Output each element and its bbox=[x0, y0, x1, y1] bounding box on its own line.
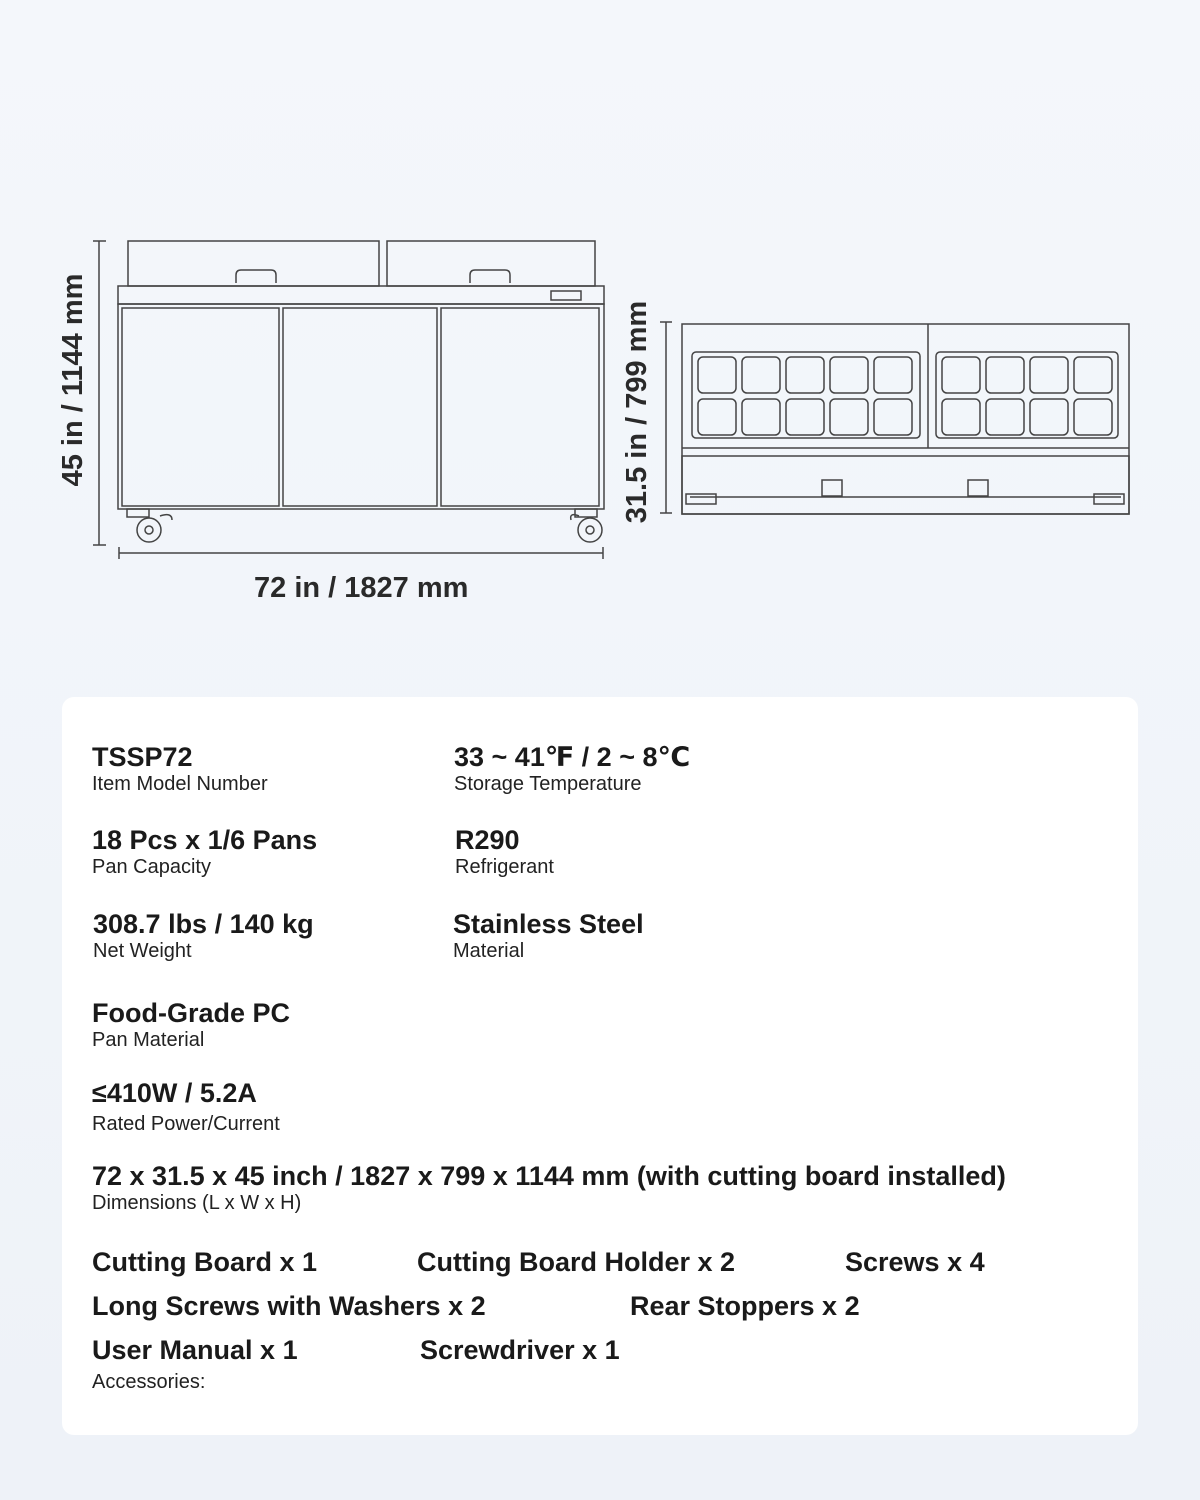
spec-value: ≤410W / 5.2A bbox=[92, 1078, 257, 1108]
spec-pan-capacity bbox=[92, 825, 317, 879]
spec-label: Dimensions (L x W x H) bbox=[92, 1192, 302, 1214]
spec-value: Stainless Steel bbox=[453, 909, 644, 939]
accessory-item: Cutting Board x 1 bbox=[92, 1247, 318, 1277]
spec-value: TSSP72 bbox=[92, 742, 193, 772]
spec-value: 308.7 lbs / 140 kg bbox=[93, 909, 314, 939]
spec-value: Food-Grade PC bbox=[92, 998, 291, 1028]
spec-label: Refrigerant bbox=[455, 856, 554, 878]
height-dimension-label: 45 in / 1144 mm bbox=[57, 273, 89, 487]
pan-cell bbox=[1074, 399, 1112, 435]
pan-cell bbox=[786, 399, 824, 435]
pan-cell bbox=[1030, 399, 1068, 435]
accessory-item: Cutting Board Holder x 2 bbox=[417, 1247, 736, 1277]
spec-value: 18 Pcs x 1/6 Pans bbox=[92, 825, 318, 855]
dimension-drawing bbox=[0, 0, 1200, 660]
accessory-item: Screwdriver x 1 bbox=[420, 1335, 620, 1365]
spec-dimensions bbox=[92, 1161, 1006, 1215]
spec-model bbox=[92, 742, 268, 796]
spec-label: Storage Temperature bbox=[454, 773, 642, 795]
spec-label: Net Weight bbox=[93, 940, 192, 962]
accessory-item: Long Screws with Washers x 2 bbox=[92, 1291, 486, 1321]
left-caster bbox=[127, 509, 172, 542]
pan-cell bbox=[786, 357, 824, 393]
accessory-item: User Manual x 1 bbox=[92, 1335, 298, 1365]
accessory-item: Screws x 4 bbox=[845, 1247, 985, 1277]
pan-cell bbox=[986, 399, 1024, 435]
spec-temperature bbox=[454, 742, 690, 796]
width-dimension-line bbox=[119, 547, 603, 559]
dimension-diagram bbox=[0, 0, 1200, 660]
pan-cell bbox=[874, 357, 912, 393]
depth-dimension-line bbox=[660, 322, 672, 513]
spec-rated-power bbox=[92, 1078, 280, 1136]
pan-cell bbox=[698, 357, 736, 393]
depth-dimension-label: 31.5 in / 799 mm bbox=[621, 300, 653, 524]
pan-cell bbox=[698, 399, 736, 435]
height-dimension-line bbox=[93, 241, 106, 545]
pan-cell bbox=[986, 357, 1024, 393]
spec-value: 33 ~ 41℉ / 2 ~ 8℃ bbox=[454, 742, 691, 772]
accessory-item: Rear Stoppers x 2 bbox=[630, 1291, 860, 1321]
spec-net-weight bbox=[93, 909, 314, 963]
spec-label: Rated Power/Current bbox=[92, 1113, 280, 1135]
spec-label: Pan Capacity bbox=[92, 856, 211, 878]
spec-refrigerant bbox=[455, 825, 554, 879]
pan-cell bbox=[1030, 357, 1068, 393]
pan-cell bbox=[942, 357, 980, 393]
spec-label: Item Model Number bbox=[92, 773, 268, 795]
spec-label: Material bbox=[453, 940, 525, 962]
pan-cell bbox=[742, 357, 780, 393]
front-view-unit bbox=[118, 241, 604, 542]
pan-cell bbox=[874, 399, 912, 435]
width-dimension-label: 72 in / 1827 mm bbox=[254, 572, 469, 604]
pan-cell bbox=[1074, 357, 1112, 393]
accessories-label: Accessories: bbox=[92, 1371, 206, 1393]
pan-cell bbox=[742, 399, 780, 435]
spec-value: R290 bbox=[455, 825, 520, 855]
pan-cell bbox=[830, 357, 868, 393]
pan-cell bbox=[830, 399, 868, 435]
spec-material bbox=[453, 909, 644, 963]
spec-value: 72 x 31.5 x 45 inch / 1827 x 799 x 1144 mm (with cutting board installed) bbox=[92, 1161, 1006, 1191]
pan-grid bbox=[698, 357, 1112, 435]
top-view-unit bbox=[682, 324, 1129, 514]
spec-card bbox=[62, 697, 1138, 1435]
right-caster bbox=[571, 509, 602, 542]
spec-label: Pan Material bbox=[92, 1029, 205, 1051]
spec-pan-material bbox=[92, 998, 290, 1052]
pan-cell bbox=[942, 399, 980, 435]
